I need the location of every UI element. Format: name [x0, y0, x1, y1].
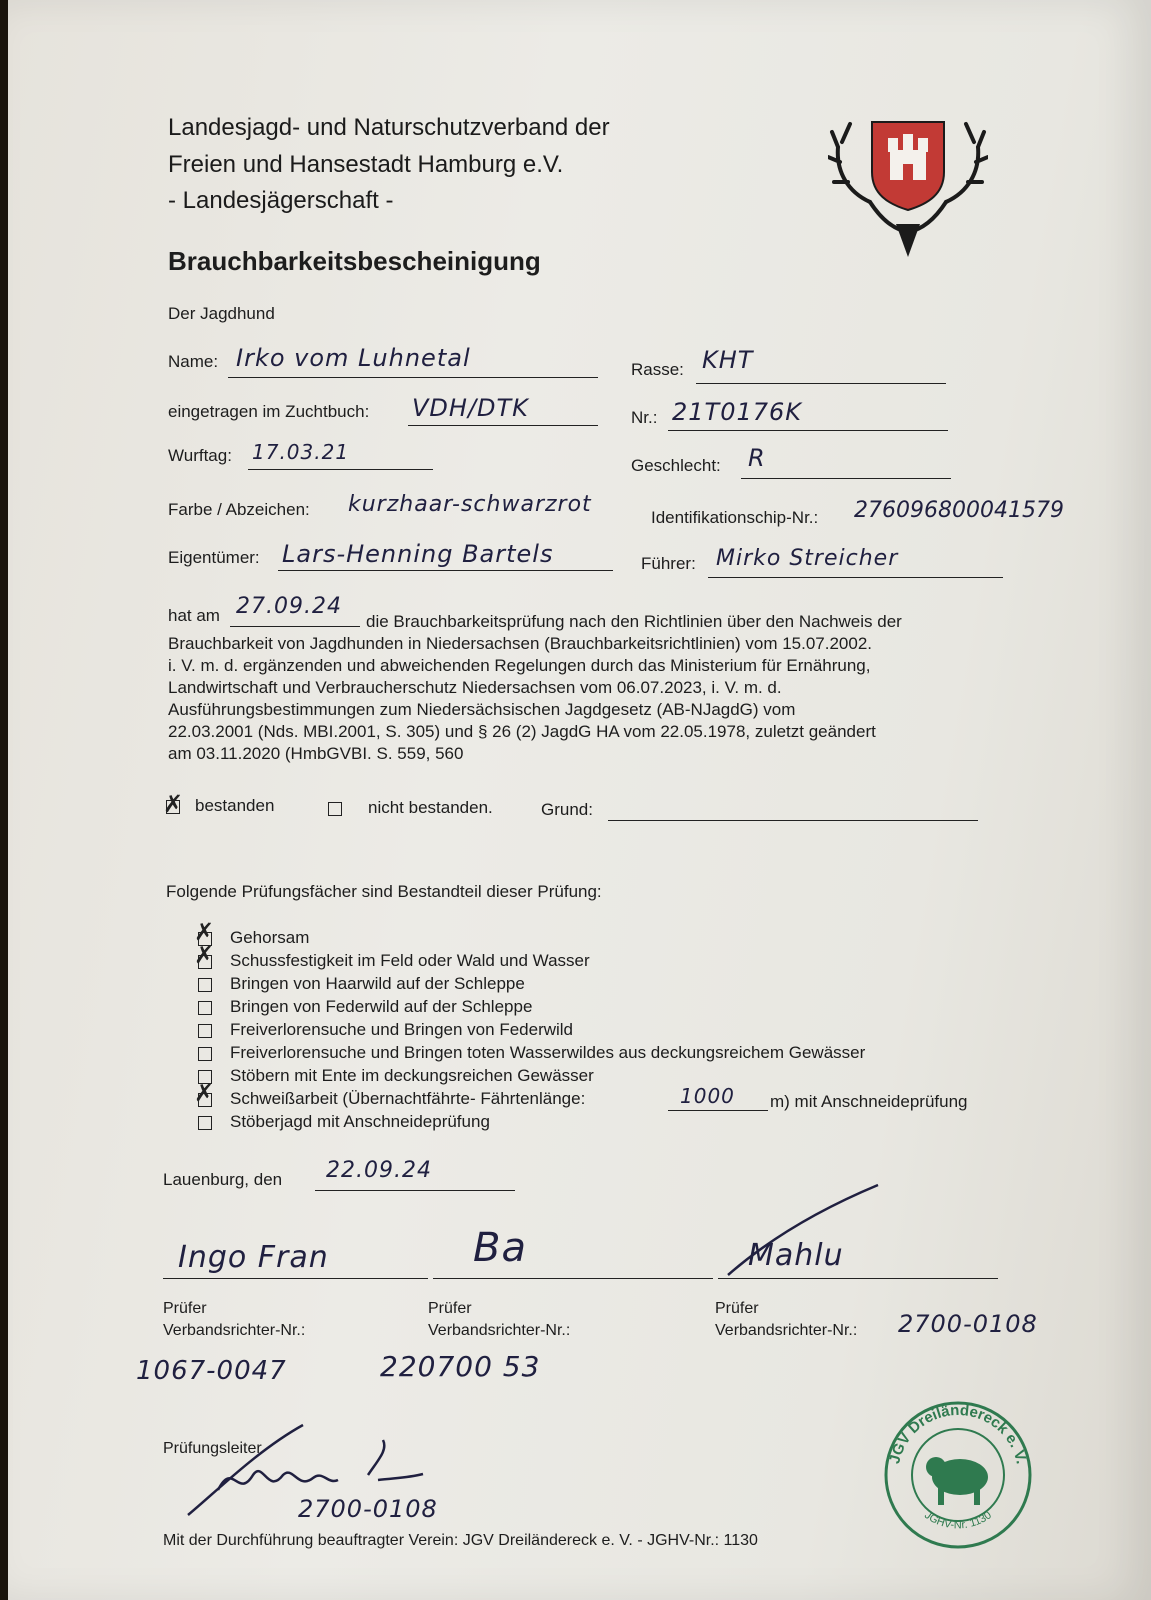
subject-label: Bringen von Haarwild auf der Schleppe [230, 974, 525, 993]
club-seal [878, 1395, 1038, 1555]
subject-item [198, 1066, 594, 1086]
subject-item [198, 997, 532, 1017]
subject-check-mark: ✗ [194, 918, 215, 946]
leiter-nr-value: 2700-0108 [298, 1495, 438, 1523]
examiner-1-signature: Ingo Fran [178, 1240, 329, 1275]
examiner-3-signature: Mahlu [748, 1238, 844, 1273]
association-name-line3: - Landesjägerschaft - [168, 187, 394, 214]
zuchtbuch-line [408, 425, 598, 426]
geschlecht-line [741, 478, 951, 479]
body-line-2: Brauchbarkeit von Jagdhunden in Niedersachsen (Brauchbarkeitsrichtlinien) vom 15.07.2002. [168, 634, 873, 653]
fuehrer-line [708, 577, 1003, 578]
place-date-line [315, 1190, 515, 1191]
subject-label: Schweißarbeit (Übernachtfährte- Fährtenlänge: [230, 1089, 586, 1108]
association-name-line2: Freien und Hansestadt Hamburg e.V. [168, 151, 564, 178]
subject-label: Freiverlorensuche und Bringen toten Wasserwildes aus deckungsreichem Gewässer [230, 1043, 866, 1062]
passed-check-mark: ✗ [163, 790, 184, 818]
hamburg-antler-logo [828, 112, 988, 262]
leiter-label: Prüfungsleiter [163, 1440, 262, 1457]
subject-label: Stöberjagd mit Anschneideprüfung [230, 1112, 490, 1131]
place-date-label: Lauenburg, den [163, 1170, 283, 1189]
subject-item [198, 1043, 865, 1063]
subject-item [198, 1112, 490, 1132]
svg-text:JGHV-Nr. 1130 [922, 1509, 994, 1531]
examiner-1-nr-value: 1067-0047 [136, 1356, 287, 1386]
eigentuemer-line [278, 570, 613, 571]
subject-label: Schussfestigkeit im Feld oder Wald und Wasser [230, 951, 590, 970]
body-line-6: 22.03.2001 (Nds. MBI.2001, S. 305) und § 26 (2) JagdG HA vom 22.05.1978, zuletzt geändert [168, 722, 876, 741]
failed-checkbox[interactable] [328, 802, 342, 816]
subject-checkbox[interactable] [198, 1116, 212, 1130]
subject-label: Stöbern mit Ente im deckungsreichen Gewässer [230, 1066, 594, 1085]
subject-check-mark: ✗ [194, 941, 215, 969]
hat-am-label: hat am [168, 606, 220, 625]
subject-item [198, 1020, 573, 1040]
subject-checkbox[interactable] [198, 1001, 212, 1015]
track-length-line [668, 1110, 768, 1111]
reason-label: Grund: [541, 800, 593, 819]
subject-item [198, 1089, 585, 1109]
eigentuemer-value: Lars-Henning Bartels [282, 540, 554, 568]
subject-item [198, 974, 525, 994]
rasse-line [696, 383, 946, 384]
body-line-3: i. V. m. d. ergänzenden und abweichenden Regelungen durch das Ministerium für Ernährung, [168, 656, 871, 675]
examiner-3-role: Prüfer [715, 1300, 759, 1317]
fuehrer-label: Führer: [641, 554, 696, 573]
name-value: Irko vom Luhnetal [236, 344, 471, 372]
examiner-3-nr-label: Verbandsrichter-Nr.: [715, 1322, 858, 1339]
farbe-label: Farbe / Abzeichen: [168, 500, 310, 519]
geschlecht-value: R [748, 444, 766, 472]
body-line-5: Ausführungsbestimmungen zum Niedersächsischen Jagdgesetz (AB-NJagdG) vom [168, 700, 796, 719]
nr-label: Nr.: [631, 408, 658, 427]
seal-bottom-text: JGHV-Nr. 1130 [922, 1509, 994, 1532]
subject-label: Freiverlorensuche und Bringen von Federwild [230, 1020, 574, 1039]
seal-top-text: JGV Dreiländereck e. V. [886, 1401, 1030, 1466]
reason-line [608, 820, 978, 821]
subject-checkbox[interactable] [198, 978, 212, 992]
examiner-3-nr-value: 2700-0108 [898, 1310, 1038, 1338]
hat-am-value: 27.09.24 [236, 594, 342, 619]
zuchtbuch-label: eingetragen im Zuchtbuch: [168, 402, 370, 421]
signature-line-1 [163, 1278, 428, 1279]
name-label: Name: [168, 352, 219, 371]
chip-label: Identifikationschip-Nr.: [651, 508, 819, 527]
examiner-1-nr-label: Verbandsrichter-Nr.: [163, 1322, 306, 1339]
subject-checkbox[interactable] [198, 1047, 212, 1061]
track-suffix: m) mit Anschneideprüfung [770, 1092, 968, 1111]
chip-value: 276096800041579 [854, 498, 1064, 523]
hat-am-line [230, 626, 360, 627]
nr-value: 21T0176K [672, 398, 803, 426]
examiner-2-role: Prüfer [428, 1300, 472, 1317]
body-line-7: am 03.11.2020 (HmbGVBI. S. 559, 560 [168, 744, 464, 763]
intro-text: Der Jagdhund [168, 304, 275, 323]
examiner-1-role: Prüfer [163, 1300, 207, 1317]
svg-text:JGV Dreiländereck e. V. [886, 1402, 1030, 1466]
subjects-heading: Folgende Prüfungsfächer sind Bestandteil dieser Prüfung: [166, 882, 602, 901]
wurftag-value: 17.03.21 [252, 440, 350, 464]
subject-check-mark: ✗ [194, 1079, 215, 1107]
wurftag-label: Wurftag: [168, 446, 232, 465]
body-line-1: die Brauchbarkeitsprüfung nach den Richtlinien über den Nachweis der [366, 612, 902, 631]
rasse-value: KHT [702, 346, 754, 374]
wurftag-line [248, 469, 433, 470]
track-length-value: 1000 [680, 1084, 735, 1108]
subject-label: Gehorsam [230, 928, 310, 947]
subject-checkbox[interactable] [198, 1024, 212, 1038]
subject-label: Bringen von Federwild auf der Schleppe [230, 997, 533, 1016]
certificate-title: Brauchbarkeitsbescheinigung [168, 246, 541, 276]
association-name-line1: Landesjagd- und Naturschutzverband der [168, 114, 610, 141]
rasse-label: Rasse: [631, 360, 684, 379]
farbe-value: kurzhaar-schwarzrot [348, 492, 592, 517]
body-line-4: Landwirtschaft und Verbraucherschutz Niedersachsen vom 06.07.2023, i. V. m. d. [168, 678, 782, 697]
name-line [228, 377, 598, 378]
footer-text: Mit der Durchführung beauftragter Verein: JGV Dreiländereck e. V. - JGHV-Nr.: 1130 [163, 1532, 758, 1549]
signature-stroke [718, 1180, 888, 1280]
eigentuemer-label: Eigentümer: [168, 548, 260, 567]
geschlecht-label: Geschlecht: [631, 456, 721, 475]
place-date-value: 22.09.24 [326, 1158, 432, 1183]
nr-line [668, 430, 948, 431]
fuehrer-value: Mirko Streicher [716, 546, 899, 571]
examiner-2-nr-value: 220700 53 [380, 1350, 541, 1383]
signature-line-2 [433, 1278, 713, 1279]
passed-label: bestanden [195, 796, 275, 815]
certificate-paper [8, 0, 1151, 1600]
examiner-2-signature: Ba [473, 1225, 527, 1271]
examiner-2-nr-label: Verbandsrichter-Nr.: [428, 1322, 571, 1339]
failed-label: nicht bestanden. [368, 798, 493, 817]
subject-item [198, 928, 309, 948]
subject-item [198, 951, 590, 971]
zuchtbuch-value: VDH/DTK [412, 394, 529, 422]
